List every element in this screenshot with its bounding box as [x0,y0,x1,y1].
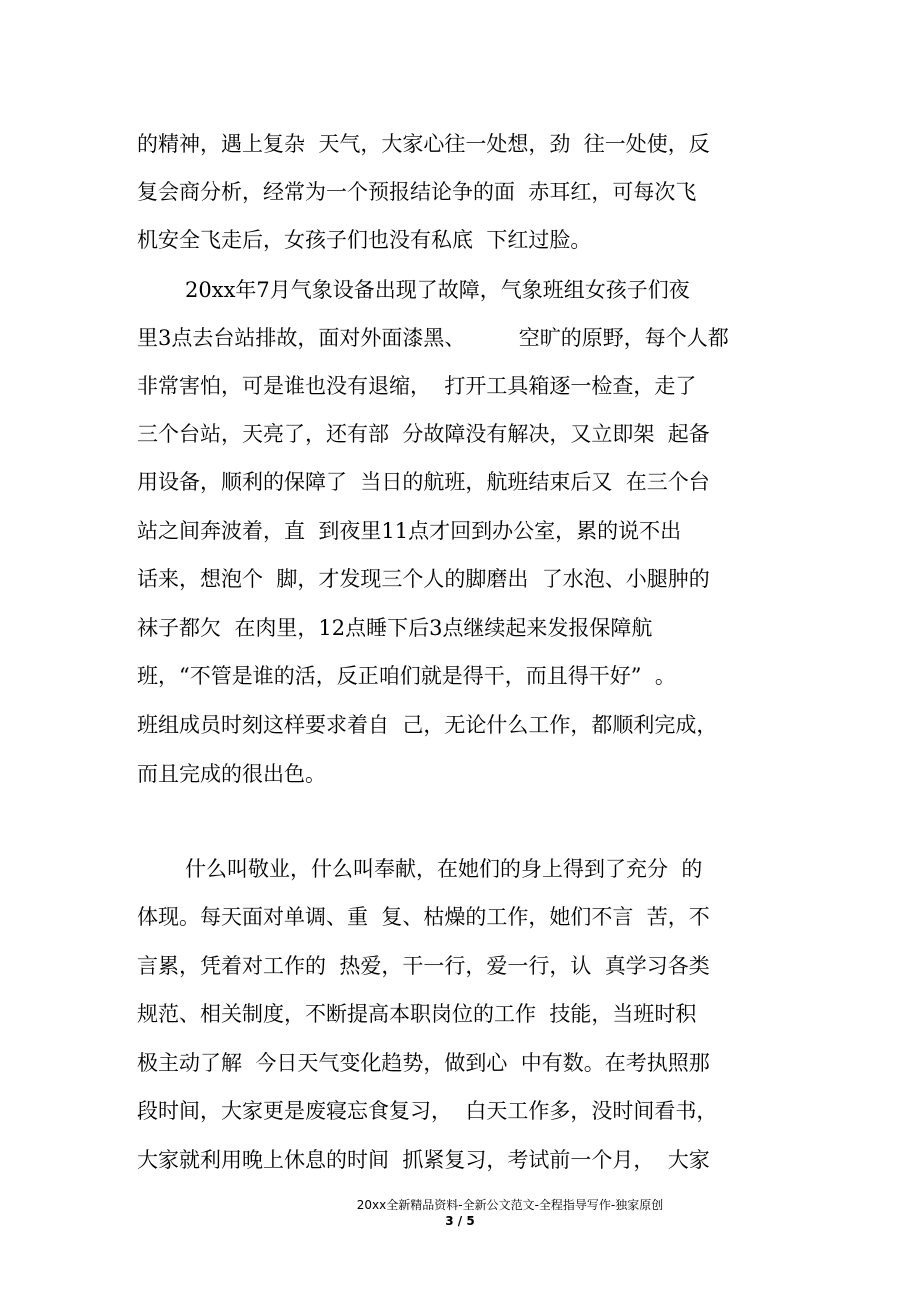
text-line: 段时间，大家更是废寝忘食复习， 白天工作多，没时间看书， [137,1099,718,1123]
text-line: 而且完成的很出色。 [137,762,326,786]
text-line: 言累，凭着对工作的 热爱，干一行，爱一行，认 真学习各类 [137,954,710,978]
footer-note: 20xx全新精品资料-全新公文范文-全程指导写作-独家原创 [356,1198,664,1212]
text-line: 站之间奔波着，直 到夜里11点才回到办公室，累的说不出 [137,519,682,543]
text-line: 话来，想泡个 脚，才发现三个人的脚磨出 了水泡、小腿肿的 [137,567,710,591]
text-line: 复会商分析，经常为一个预报结论争的面 赤耳红，可每次飞 [137,180,697,204]
text-line: 机安全飞走后，女孩子们也没有私底 下红过脸。 [137,228,592,252]
text-line: 班组成员时刻这样要求着自 己，无论什么工作，都顺利完成， [137,713,718,737]
text-line: 用设备，顺利的保障了 当日的航班，航班结束后又 在三个台 [137,470,710,494]
page-number: 3 / 5 [445,1214,475,1228]
text-line: 什么叫敬业，什么叫奉献，在她们的身上得到了充分 的 [185,857,703,881]
text-line: 里3点去台站排故，面对外面漆黑、 空旷的原野，每个人都 [137,326,729,350]
text-line: 体现。每天面对单调、重 复、枯燥的工作，她们不言 苦，不 [137,905,710,929]
text-line: 20xx年7月气象设备出现了故障，气象班组女孩子们夜 [185,278,690,302]
text-line: 非常害怕，可是谁也没有退缩， 打开工具箱逐一检查，走了 [137,374,697,398]
text-line: 班，“不管是谁的活，反正咱们就是得干，而且得干好” 。 [137,664,676,688]
text-line: 袜子都欠 在肉里，12点睡下后3点继续起来发报保障航 [137,616,653,640]
text-line: 大家就利用晚上休息的时间 抓紧复习，考试前一个月， 大家 [137,1148,710,1172]
text-line: 的精神，遇上复杂 天气，大家心往一处想，劲 往一处使，反 [137,132,710,156]
text-line: 极主动了解 今日天气变化趋势，做到心 中有数。在考执照那 [137,1051,710,1075]
text-line: 三个台站，天亮了，还有部 分故障没有解决，又立即架 起备 [137,422,710,446]
text-line: 规范、相关制度，不断提高本职岗位的工作 技能，当班时积 [137,1002,697,1026]
